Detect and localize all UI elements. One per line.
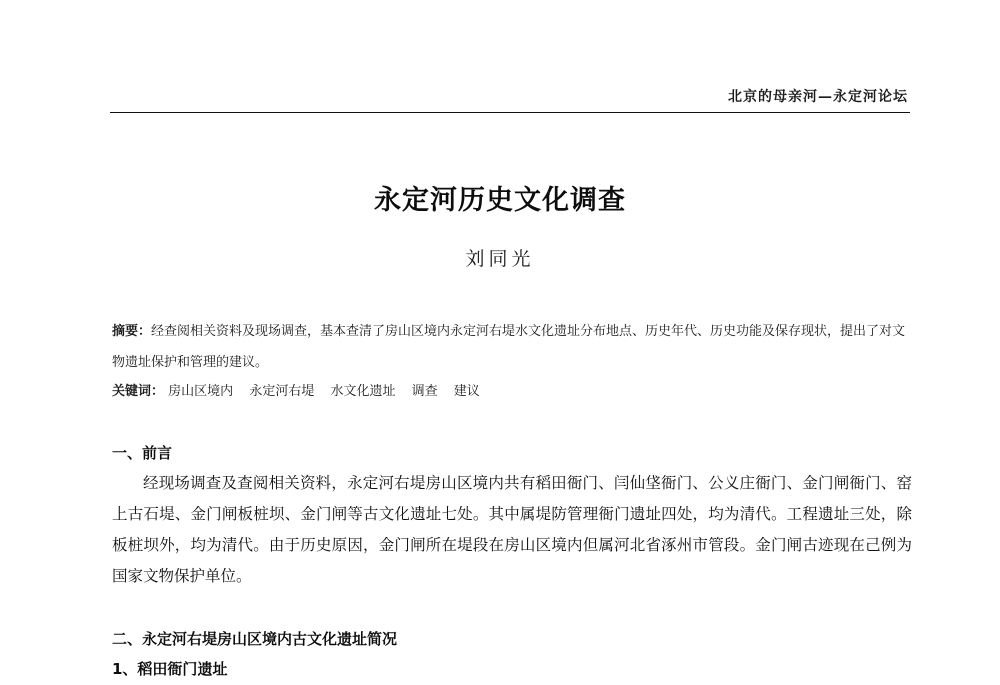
keyword-item: 永定河右堤 <box>249 384 315 399</box>
keyword-item: 水文化遗址 <box>330 384 396 399</box>
section-heading-preface: 一、前言 <box>112 444 173 462</box>
abstract-label: 摘要： <box>112 324 152 339</box>
running-header: 北京的母亲河—永定河论坛 <box>728 89 908 105</box>
keyword-item: 建议 <box>453 384 480 399</box>
keyword-item: 房山区境内 <box>168 384 234 399</box>
section-heading-sites-overview: 二、永定河右堤房山区境内古文化遗址简况 <box>112 630 398 648</box>
abstract <box>112 316 912 378</box>
preface-paragraph: 经现场调查及查阅相关资料，永定河右堤房山区境内共有稻田衙门、闫仙垡衙门、公义庄衙门、金门闸衙门、窑上古石堤、金门闸板桩坝、金门闸等古文化遗址七处。其中属堤防管理衙门遗址四处，均为清代。工程遗址三处，除板桩坝外，均为清代。由于历史原因，金门闸所在堤段在房山区境内但属河北省涿州市管段。金门闸古迹现在己例为国家文物保护单位。 <box>112 474 912 585</box>
keyword-item: 调查 <box>411 384 438 399</box>
keywords-label: 关键词： <box>112 384 165 399</box>
article-title: 永定河历史文化调查 <box>374 185 626 216</box>
header-rule <box>110 112 910 113</box>
subsection-heading-daotian: 1、稻田衙门遗址 <box>112 660 228 678</box>
author-name: 刘同光 <box>465 248 535 270</box>
keywords <box>112 382 912 402</box>
abstract-text: 经查阅相关资料及现场调查，基本查清了房山区境内永定河右堤水文化遗址分布地点、历史年代、历史功能及保存现状，提出了对文物遗址保护和管理的建议。 <box>112 324 906 370</box>
